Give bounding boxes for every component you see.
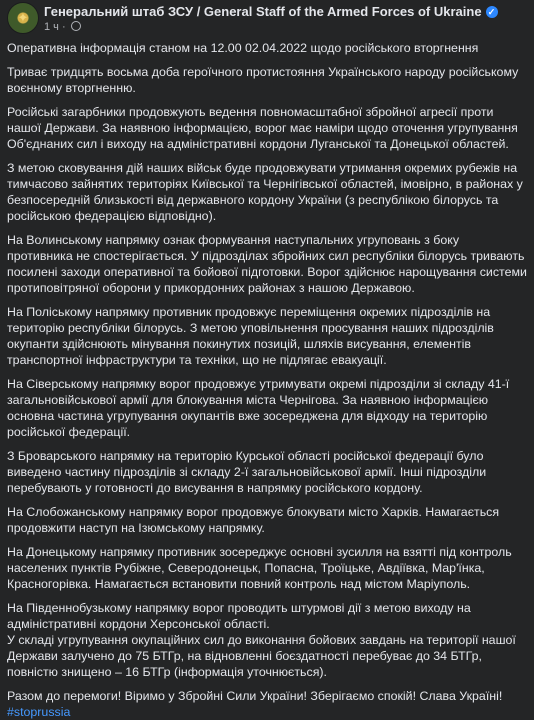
post-text: [7, 40, 527, 720]
avatar[interactable]: [7, 2, 39, 34]
paragraph: На Сіверському напрямку ворог продовжує утримувати окремі підрозділи зі складу 41-ї загальновійськової армії для блокування міста Чернігова. За наявною інформацією основна частина угрупування окупантів вже зосереджена для відходу на територію російської федерації.: [7, 377, 510, 439]
paragraph: На Поліському напрямку противник продовжує переміщення окремих підрозділів на територію республіки білорусь. З метою уповільнення просування наших підрозділів окупанти здійснюють мінування покинутих позицій, шляхів висування, елементів транспортної інфраструктури та техніки, що не підлягає евакуації.: [7, 305, 494, 367]
paragraph: З метою сковування дій наших військ буде продовжувати утримання окремих рубежів на тимчасово зайнятих територіях Київської та Чернігівської областей, імовірно, в районах у безпосередній близькості від державного кордону України (з республікою білорусь та російською федерацією відповідно).: [7, 161, 523, 223]
paragraph: Триває тридцять восьма доба героїчного протистояння Українського народу російському воєнному вторгненню.: [7, 65, 519, 95]
paragraph: На Донецькому напрямку противник зосереджує основні зусилля на взятті під контроль населених пунктів Рубіжне, Северодонецьк, Попасна, Троїцьке, Авдіївка, Мар'їнка, Красногорівка. Намагається встановити повний контроль над містом Маріуполь.: [7, 545, 512, 591]
post-meta: [44, 21, 81, 33]
paragraph: З Броварського напрямку на територію Курської області російської федерації було виведено частину підрозділів зі складу 2-ї загальновійськової армії. Інші підрозділи перебувають у готовності до висування в напрямку російського кордону.: [7, 449, 487, 495]
trident-emblem-icon: ✦: [17, 10, 29, 25]
post-time[interactable]: 1 ч: [44, 21, 59, 33]
paragraph-closing: Разом до перемоги! Віримо у Збройні Сили України! Зберігаємо спокій! Слава Україні!: [7, 689, 503, 703]
paragraph: Російські загарбники продовжують ведення повномасштабної збройної агресії проти нашої Держави. За наявною інформацією, ворог має наміри щодо оточення угрупування Об'єднаних сил і виходу на адміністративні кордони Луганської та Донецької областей.: [7, 105, 518, 151]
verified-badge-icon: ✓: [486, 6, 498, 18]
paragraph: На Південнобузькому напрямку ворог проводить штурмові дії з метою виходу на адміністративні кордони Херсонської області.: [7, 601, 471, 631]
author-name[interactable]: [44, 4, 498, 19]
post-header: [0, 0, 534, 42]
meta-separator: ·: [61, 21, 66, 33]
hashtag-link[interactable]: #stoprussia: [7, 705, 71, 719]
paragraph: На Слобожанському напрямку ворог продовжує блокувати місто Харків. Намагається продовжити наступ на Ізюмському напрямку.: [7, 505, 500, 535]
paragraph: У складі угрупування окупаційних сил до виконання бойових завдань на території нашої Держави залучено до 75 БТГр, на відновленні боєздатності перебуває до 34 БТГр, повністю знищено – 16 БТГр (інформація уточнюється).: [7, 633, 516, 679]
globe-icon[interactable]: [71, 21, 81, 31]
paragraph: На Волинському напрямку ознак формування наступальних угруповань з боку противника не спостерігається. У підрозділах збройних сил республіки білорусь тривають посилені заходи оперативної та бойової підготовки. Ворог здійснює нарощування системи протиповітряної оборони у прикордонних районах з нашою Державою.: [7, 233, 527, 295]
paragraph-title: Оперативна інформація станом на 12.00 02.04.2022 щодо російського вторгнення: [7, 41, 479, 55]
author-name-text[interactable]: Генеральний штаб ЗСУ / General Staff of the Armed Forces of Ukraine: [44, 4, 482, 19]
